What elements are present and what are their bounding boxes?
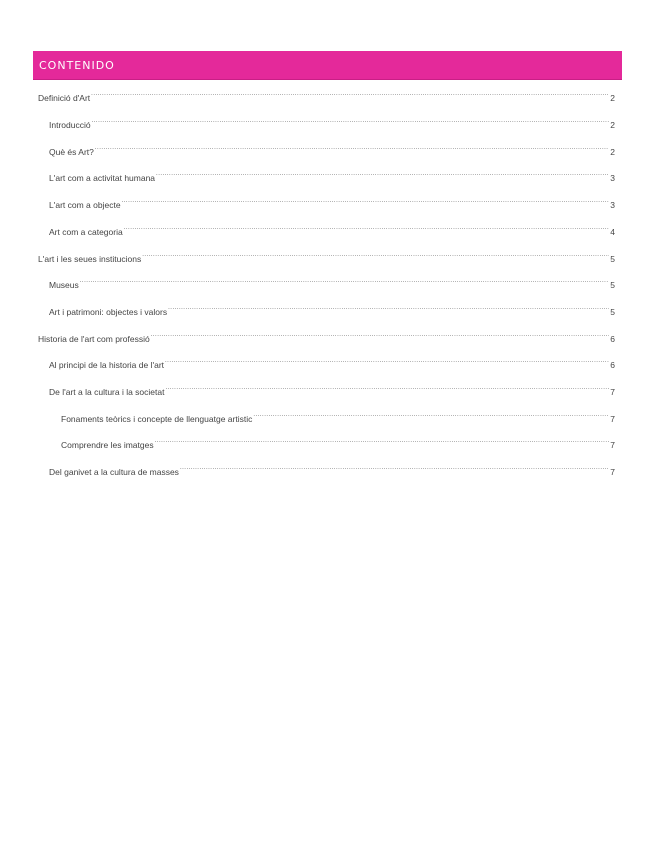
toc-entry-title: Al principi de la historia de l'art xyxy=(49,360,165,370)
toc-entry-title: Art com a categoria xyxy=(49,227,123,237)
toc-entry-title: Del ganivet a la cultura de masses xyxy=(49,467,179,477)
toc-entry[interactable] xyxy=(49,277,615,291)
toc-entry-title: Què és Art? xyxy=(49,147,94,157)
toc-dot-leader xyxy=(80,277,610,288)
toc-entry-title: Museus xyxy=(49,280,79,290)
toc-entry-title: L'art com a objecte xyxy=(49,200,121,210)
toc-entry-title: Comprendre les imatges xyxy=(61,440,154,450)
toc-entry-title: Introducció xyxy=(49,120,91,130)
toc-header-bar xyxy=(33,51,622,80)
toc-entry[interactable] xyxy=(49,144,615,158)
toc-dot-leader xyxy=(124,224,610,235)
toc-entry[interactable] xyxy=(49,170,615,184)
toc-page-number: 3 xyxy=(610,173,615,183)
toc-page-number: 7 xyxy=(610,414,615,424)
toc-entry-title: De l'art a la cultura i la societat xyxy=(49,387,165,397)
toc-entry-title: L'art com a activitat humana xyxy=(49,173,156,183)
toc-entry[interactable] xyxy=(49,224,615,238)
toc-title: CONTENIDO xyxy=(39,59,115,72)
toc-entry[interactable] xyxy=(61,411,615,425)
toc-entry-title: Definició d'Art xyxy=(38,93,91,103)
toc-dot-leader xyxy=(168,304,609,315)
toc-entry[interactable] xyxy=(49,464,615,478)
toc-dot-leader xyxy=(95,144,609,155)
toc-page-number: 2 xyxy=(610,93,615,103)
toc-entry[interactable] xyxy=(49,197,615,211)
toc-page-number: 3 xyxy=(610,200,615,210)
toc-page-number: 2 xyxy=(610,120,615,130)
toc-entry[interactable] xyxy=(38,251,615,265)
toc-dot-leader xyxy=(165,357,609,368)
toc-dot-leader xyxy=(165,384,609,395)
toc-page-number: 6 xyxy=(610,360,615,370)
toc-dot-leader xyxy=(155,437,610,448)
toc-entry[interactable] xyxy=(49,384,615,398)
toc-page-number: 5 xyxy=(610,307,615,317)
toc-entry-title: Historia de l'art com professió xyxy=(38,334,150,344)
toc-entry-title: Fonaments teòrics i concepte de llenguatge artistic xyxy=(61,414,253,424)
toc-dot-leader xyxy=(156,170,609,181)
toc-entry[interactable] xyxy=(49,304,615,318)
toc-entry[interactable] xyxy=(38,331,615,345)
toc-page-number: 7 xyxy=(610,387,615,397)
toc-dot-leader xyxy=(92,117,610,128)
toc-dot-leader xyxy=(91,90,609,101)
toc-page-number: 4 xyxy=(610,227,615,237)
toc-page-number: 2 xyxy=(610,147,615,157)
toc-page-number: 6 xyxy=(610,334,615,344)
toc-dot-leader xyxy=(122,197,610,208)
toc-page-number: 5 xyxy=(610,280,615,290)
toc-dot-leader xyxy=(142,251,609,262)
toc-entry[interactable] xyxy=(61,437,615,451)
toc-entry[interactable] xyxy=(49,117,615,131)
toc-entry[interactable] xyxy=(49,357,615,371)
toc-dot-leader xyxy=(253,411,609,422)
toc-entry-title: L'art i les seues institucions xyxy=(38,254,142,264)
toc-entry[interactable] xyxy=(38,90,615,104)
toc-entry-title: Art i patrimoni: objectes i valors xyxy=(49,307,168,317)
toc-page-number: 7 xyxy=(610,467,615,477)
toc-dot-leader xyxy=(151,331,610,342)
toc-page-number: 5 xyxy=(610,254,615,264)
toc-dot-leader xyxy=(180,464,609,475)
toc-page-number: 7 xyxy=(610,440,615,450)
